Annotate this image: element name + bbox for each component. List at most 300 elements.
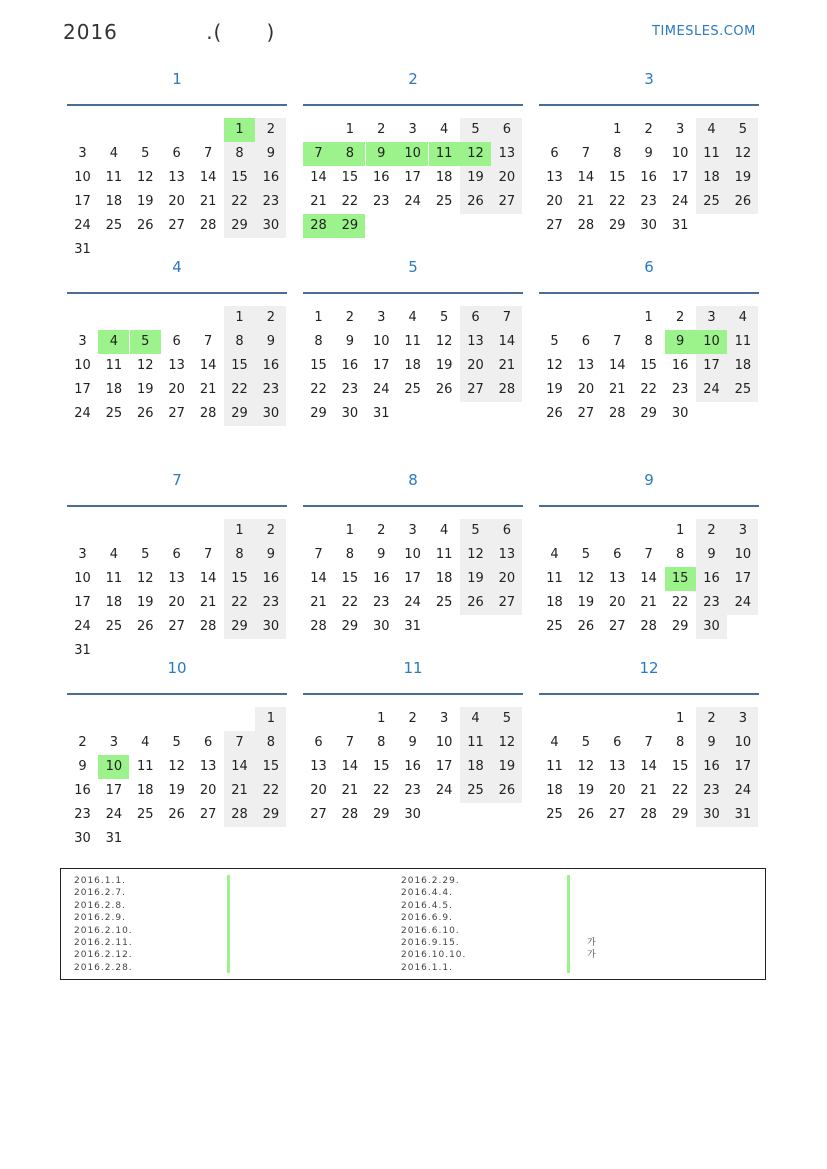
day-cell: 21 bbox=[609, 382, 626, 397]
day-cell: 15 bbox=[341, 170, 359, 185]
day-cell: 8 bbox=[675, 547, 685, 562]
legend-right-marker bbox=[567, 875, 570, 973]
holiday-day-cell: 1 bbox=[224, 118, 255, 142]
day-cell: 11 bbox=[137, 759, 154, 774]
day-cell: 19 bbox=[137, 194, 154, 209]
day-cell: 7 bbox=[581, 146, 591, 161]
day-cell: 14 bbox=[577, 170, 595, 185]
day-cell: 15 bbox=[640, 358, 657, 373]
day-cell: 8 bbox=[613, 146, 622, 161]
day-cell: 25 bbox=[105, 406, 123, 421]
day-cell: 8 bbox=[377, 735, 386, 750]
day-cell: 14 bbox=[199, 571, 217, 586]
day-cell: 5 bbox=[141, 146, 150, 161]
day-cell: 31 bbox=[373, 406, 390, 421]
day-cell: 14 bbox=[341, 759, 359, 774]
day-cell: 28 bbox=[609, 406, 626, 421]
day-cell: 23 bbox=[373, 194, 390, 209]
legend-date: 2016.2.11. bbox=[74, 937, 133, 948]
day-cell: 24 bbox=[671, 194, 689, 209]
holiday-day-cell: 8 bbox=[334, 142, 365, 166]
day-cell: 6 bbox=[491, 519, 522, 543]
legend-date: 2016.1.1. bbox=[74, 876, 126, 886]
day-cell: 16 bbox=[373, 571, 390, 586]
day-cell: 31 bbox=[105, 831, 123, 846]
month-rule bbox=[539, 104, 759, 106]
day-cell: 14 bbox=[640, 571, 657, 586]
day-cell: 23 bbox=[74, 807, 91, 822]
month-name: 4 bbox=[172, 258, 182, 276]
day-cell: 17 bbox=[404, 571, 421, 586]
day-cell: 12 bbox=[577, 759, 595, 774]
holiday-legend bbox=[60, 868, 766, 980]
day-cell: 17 bbox=[74, 382, 91, 397]
day-cell: 14 bbox=[609, 358, 626, 373]
day-cell: 29 bbox=[224, 214, 255, 238]
day-cell: 31 bbox=[404, 619, 421, 634]
day-cell: 28 bbox=[341, 807, 359, 822]
day-cell: 12 bbox=[137, 571, 154, 586]
day-cell: 30 bbox=[640, 218, 657, 233]
day-cell: 25 bbox=[404, 382, 421, 397]
day-cell: 17 bbox=[404, 170, 421, 185]
legend-date: 2016.2.10. bbox=[74, 925, 133, 936]
legend-date: 2016.2.28. bbox=[74, 962, 133, 973]
holiday-day-cell: 9 bbox=[665, 330, 696, 354]
day-cell: 21 bbox=[199, 382, 217, 397]
day-cell: 29 bbox=[341, 619, 359, 634]
day-cell: 8 bbox=[675, 735, 685, 750]
day-cell: 25 bbox=[105, 218, 123, 233]
day-cell: 6 bbox=[203, 735, 213, 750]
day-cell: 17 bbox=[74, 595, 91, 610]
day-cell: 9 bbox=[644, 146, 653, 161]
day-cell: 11 bbox=[105, 571, 123, 586]
day-cell: 22 bbox=[671, 595, 689, 610]
day-cell: 14 bbox=[310, 571, 327, 586]
day-cell: 3 bbox=[408, 523, 417, 538]
legend-date: 2016.9.15. bbox=[401, 937, 460, 948]
day-cell: 22 bbox=[640, 382, 657, 397]
day-cell: 22 bbox=[341, 595, 359, 610]
day-cell: 25 bbox=[137, 807, 154, 822]
day-cell: 6 bbox=[460, 306, 491, 330]
legend-date: 2016.2.12. bbox=[74, 950, 133, 961]
day-cell: 31 bbox=[671, 218, 689, 233]
day-cell: 17 bbox=[671, 170, 689, 185]
legend-right-column bbox=[401, 875, 466, 974]
day-cell: 7 bbox=[203, 334, 213, 349]
day-cell: 26 bbox=[460, 190, 491, 214]
day-cell: 18 bbox=[460, 755, 491, 779]
day-cell: 30 bbox=[255, 615, 286, 639]
month-rule bbox=[539, 693, 759, 695]
day-cell: 29 bbox=[255, 803, 286, 827]
day-cell: 27 bbox=[609, 807, 626, 822]
day-cell: 10 bbox=[74, 358, 91, 373]
month-name: 2 bbox=[408, 70, 418, 88]
day-cell: 3 bbox=[696, 306, 727, 330]
day-cell: 20 bbox=[546, 194, 563, 209]
month-rule bbox=[303, 693, 523, 695]
day-cell: 30 bbox=[671, 406, 689, 421]
day-cell: 17 bbox=[696, 354, 727, 378]
day-cell: 26 bbox=[137, 218, 154, 233]
month-name: 3 bbox=[644, 70, 654, 88]
day-cell: 25 bbox=[105, 619, 123, 634]
day-cell: 24 bbox=[727, 591, 758, 615]
day-cell: 13 bbox=[199, 759, 217, 774]
day-cell: 13 bbox=[168, 170, 185, 185]
legend-date: 2016.2.8. bbox=[74, 900, 126, 911]
legend-date: 2016.10.10. bbox=[401, 950, 467, 961]
day-cell: 29 bbox=[671, 619, 689, 634]
day-cell: 10 bbox=[727, 731, 758, 755]
day-cell: 23 bbox=[255, 378, 286, 402]
day-cell: 16 bbox=[255, 166, 286, 190]
day-cell: 7 bbox=[644, 735, 653, 750]
day-cell: 20 bbox=[199, 783, 217, 798]
legend-date: 2016.4.5. bbox=[401, 900, 453, 911]
day-cell: 8 bbox=[224, 142, 255, 166]
legend-date: 2016.1.1. bbox=[401, 962, 453, 973]
day-cell: 13 bbox=[609, 759, 626, 774]
day-cell: 28 bbox=[577, 218, 595, 233]
day-cell: 24 bbox=[74, 619, 91, 634]
day-cell: 10 bbox=[727, 543, 758, 567]
day-cell: 19 bbox=[577, 595, 595, 610]
day-cell: 30 bbox=[255, 402, 286, 426]
day-cell: 2 bbox=[255, 118, 286, 142]
month-name: 8 bbox=[408, 471, 418, 489]
day-cell: 1 bbox=[613, 122, 622, 137]
day-cell: 29 bbox=[640, 406, 657, 421]
day-cell: 7 bbox=[203, 146, 213, 161]
day-cell: 2 bbox=[255, 519, 286, 543]
day-cell: 9 bbox=[696, 731, 727, 755]
day-cell: 16 bbox=[341, 358, 359, 373]
day-cell: 19 bbox=[577, 783, 595, 798]
day-cell: 16 bbox=[373, 170, 390, 185]
day-cell: 17 bbox=[74, 194, 91, 209]
day-cell: 17 bbox=[105, 783, 123, 798]
day-cell: 23 bbox=[255, 190, 286, 214]
day-cell: 29 bbox=[671, 807, 689, 822]
day-cell: 1 bbox=[377, 711, 386, 726]
day-cell: 27 bbox=[491, 190, 522, 214]
day-cell: 4 bbox=[109, 146, 119, 161]
day-cell: 31 bbox=[74, 242, 91, 257]
day-cell: 12 bbox=[727, 142, 758, 166]
day-cell: 8 bbox=[224, 543, 255, 567]
day-cell: 22 bbox=[341, 194, 359, 209]
day-cell: 5 bbox=[172, 735, 181, 750]
day-cell: 22 bbox=[310, 382, 327, 397]
day-cell: 15 bbox=[224, 166, 255, 190]
day-cell: 11 bbox=[696, 142, 727, 166]
day-cell: 1 bbox=[345, 122, 355, 137]
day-cell: 25 bbox=[727, 378, 758, 402]
day-cell: 9 bbox=[408, 735, 417, 750]
day-cell: 4 bbox=[408, 310, 417, 325]
day-cell: 26 bbox=[435, 382, 453, 397]
holiday-day-cell: 10 bbox=[397, 142, 428, 166]
holiday-day-cell: 4 bbox=[98, 330, 129, 354]
day-cell: 16 bbox=[255, 354, 286, 378]
day-cell: 18 bbox=[546, 783, 563, 798]
day-cell: 24 bbox=[74, 406, 91, 421]
day-cell: 26 bbox=[137, 619, 154, 634]
day-cell: 5 bbox=[141, 547, 150, 562]
day-cell: 15 bbox=[609, 170, 626, 185]
day-cell: 18 bbox=[105, 382, 123, 397]
day-cell: 31 bbox=[74, 643, 91, 658]
day-cell: 26 bbox=[577, 619, 595, 634]
day-cell: 29 bbox=[609, 218, 626, 233]
day-cell: 10 bbox=[404, 547, 421, 562]
day-cell: 1 bbox=[675, 523, 685, 538]
day-cell: 20 bbox=[609, 783, 626, 798]
month-name: 9 bbox=[644, 471, 654, 489]
day-cell: 12 bbox=[168, 759, 185, 774]
day-cell: 28 bbox=[310, 619, 327, 634]
day-cell: 24 bbox=[435, 783, 453, 798]
day-cell: 18 bbox=[435, 170, 453, 185]
day-cell: 11 bbox=[546, 571, 563, 586]
day-cell: 30 bbox=[696, 615, 727, 639]
day-cell: 18 bbox=[404, 358, 421, 373]
day-cell: 5 bbox=[727, 118, 758, 142]
day-cell: 27 bbox=[609, 619, 626, 634]
day-cell: 5 bbox=[460, 519, 491, 543]
day-cell: 26 bbox=[491, 779, 522, 803]
day-cell: 4 bbox=[141, 735, 150, 750]
day-cell: 28 bbox=[199, 406, 217, 421]
day-cell: 25 bbox=[460, 779, 491, 803]
day-cell: 10 bbox=[74, 170, 91, 185]
day-cell: 9 bbox=[255, 142, 286, 166]
day-cell: 6 bbox=[550, 146, 559, 161]
legend-date: 2016.2.7. bbox=[74, 888, 126, 899]
day-cell: 14 bbox=[199, 358, 217, 373]
day-cell: 5 bbox=[439, 310, 449, 325]
day-cell: 20 bbox=[460, 354, 491, 378]
day-cell: 23 bbox=[404, 783, 421, 798]
day-cell: 28 bbox=[640, 619, 657, 634]
day-cell: 28 bbox=[199, 619, 217, 634]
day-cell: 11 bbox=[546, 759, 563, 774]
day-cell: 13 bbox=[310, 759, 327, 774]
day-cell: 11 bbox=[404, 334, 421, 349]
day-cell: 18 bbox=[727, 354, 758, 378]
day-cell: 27 bbox=[310, 807, 327, 822]
day-cell: 23 bbox=[671, 382, 689, 397]
day-cell: 19 bbox=[460, 166, 491, 190]
day-cell: 22 bbox=[224, 190, 255, 214]
month-rule bbox=[303, 292, 523, 294]
day-cell: 3 bbox=[78, 547, 87, 562]
day-cell: 3 bbox=[408, 122, 417, 137]
day-cell: 25 bbox=[546, 619, 563, 634]
day-cell: 7 bbox=[203, 547, 213, 562]
holiday-day-cell: 29 bbox=[334, 214, 365, 238]
day-cell: 18 bbox=[105, 194, 123, 209]
day-cell: 20 bbox=[491, 166, 522, 190]
day-cell: 2 bbox=[675, 310, 685, 325]
day-cell: 11 bbox=[727, 330, 758, 354]
day-cell: 26 bbox=[460, 591, 491, 615]
day-cell: 27 bbox=[577, 406, 595, 421]
day-cell: 23 bbox=[373, 595, 390, 610]
day-cell: 27 bbox=[491, 591, 522, 615]
day-cell: 14 bbox=[199, 170, 217, 185]
day-cell: 9 bbox=[255, 543, 286, 567]
day-cell: 11 bbox=[105, 358, 123, 373]
legend-date: 2016.4.4. bbox=[401, 888, 453, 899]
day-cell: 3 bbox=[78, 146, 87, 161]
day-cell: 12 bbox=[577, 571, 595, 586]
day-cell: 25 bbox=[435, 595, 453, 610]
day-cell: 30 bbox=[696, 803, 727, 827]
day-cell: 21 bbox=[640, 595, 657, 610]
day-cell: 9 bbox=[696, 543, 727, 567]
day-cell: 11 bbox=[105, 170, 123, 185]
day-cell: 21 bbox=[640, 783, 657, 798]
day-cell: 16 bbox=[696, 755, 727, 779]
day-cell: 24 bbox=[404, 194, 421, 209]
day-cell: 20 bbox=[168, 194, 185, 209]
day-cell: 28 bbox=[199, 218, 217, 233]
day-cell: 28 bbox=[491, 378, 522, 402]
day-cell: 26 bbox=[168, 807, 185, 822]
day-cell: 25 bbox=[435, 194, 453, 209]
day-cell: 9 bbox=[255, 330, 286, 354]
day-cell: 27 bbox=[546, 218, 563, 233]
day-cell: 3 bbox=[727, 707, 758, 731]
day-cell: 20 bbox=[310, 783, 327, 798]
day-cell: 12 bbox=[546, 358, 563, 373]
day-cell: 4 bbox=[460, 707, 491, 731]
day-cell: 24 bbox=[105, 807, 123, 822]
legend-date: 2016.2.9. bbox=[74, 913, 126, 924]
day-cell: 19 bbox=[137, 595, 154, 610]
day-cell: 14 bbox=[310, 170, 327, 185]
month-rule bbox=[67, 104, 287, 106]
day-cell: 6 bbox=[314, 735, 323, 750]
day-cell: 25 bbox=[696, 190, 727, 214]
day-cell: 30 bbox=[74, 831, 91, 846]
month-rule bbox=[67, 505, 287, 507]
day-cell: 23 bbox=[341, 382, 359, 397]
holiday-day-cell: 15 bbox=[665, 567, 696, 591]
day-cell: 6 bbox=[613, 547, 622, 562]
day-cell: 7 bbox=[644, 547, 653, 562]
day-cell: 27 bbox=[199, 807, 217, 822]
day-cell: 27 bbox=[168, 218, 185, 233]
day-cell: 1 bbox=[255, 707, 286, 731]
day-cell: 1 bbox=[345, 523, 355, 538]
holiday-day-cell: 28 bbox=[303, 214, 334, 238]
day-cell: 10 bbox=[74, 571, 91, 586]
holiday-day-cell: 12 bbox=[460, 142, 491, 166]
day-cell: 22 bbox=[671, 783, 689, 798]
day-cell: 24 bbox=[74, 218, 91, 233]
day-cell: 22 bbox=[224, 591, 255, 615]
day-cell: 8 bbox=[314, 334, 323, 349]
day-cell: 26 bbox=[727, 190, 758, 214]
holiday-day-cell: 10 bbox=[696, 330, 727, 354]
day-cell: 21 bbox=[199, 194, 217, 209]
day-cell: 7 bbox=[224, 731, 255, 755]
day-cell: 9 bbox=[345, 334, 355, 349]
day-cell: 3 bbox=[78, 334, 87, 349]
day-cell: 11 bbox=[460, 731, 491, 755]
day-cell: 22 bbox=[609, 194, 626, 209]
day-cell: 19 bbox=[546, 382, 563, 397]
day-cell: 6 bbox=[172, 334, 181, 349]
day-cell: 7 bbox=[491, 306, 522, 330]
day-cell: 3 bbox=[109, 735, 119, 750]
day-cell: 23 bbox=[696, 591, 727, 615]
day-cell: 16 bbox=[696, 567, 727, 591]
day-cell: 26 bbox=[546, 406, 563, 421]
day-cell: 4 bbox=[696, 118, 727, 142]
day-cell: 8 bbox=[255, 731, 286, 755]
legend-date: 2016.6.9. bbox=[401, 913, 453, 924]
day-cell: 2 bbox=[696, 519, 727, 543]
day-cell: 12 bbox=[435, 334, 453, 349]
day-cell: 7 bbox=[345, 735, 355, 750]
day-cell: 4 bbox=[439, 523, 449, 538]
day-cell: 30 bbox=[404, 807, 421, 822]
day-cell: 13 bbox=[577, 358, 595, 373]
day-cell: 13 bbox=[491, 142, 522, 166]
day-cell: 10 bbox=[435, 735, 453, 750]
month-name: 1 bbox=[172, 70, 182, 88]
day-cell: 13 bbox=[168, 358, 185, 373]
day-cell: 24 bbox=[373, 382, 390, 397]
day-cell: 5 bbox=[460, 118, 491, 142]
day-cell: 14 bbox=[224, 755, 255, 779]
holiday-day-cell: 11 bbox=[429, 142, 460, 166]
day-cell: 8 bbox=[224, 330, 255, 354]
month-name: 5 bbox=[408, 258, 418, 276]
day-cell: 14 bbox=[640, 759, 657, 774]
day-cell: 21 bbox=[491, 354, 522, 378]
day-cell: 28 bbox=[640, 807, 657, 822]
day-cell: 5 bbox=[491, 707, 522, 731]
day-cell: 13 bbox=[609, 571, 626, 586]
day-cell: 1 bbox=[224, 519, 255, 543]
month-name: 7 bbox=[172, 471, 182, 489]
day-cell: 1 bbox=[224, 306, 255, 330]
day-cell: 7 bbox=[613, 334, 622, 349]
day-cell: 2 bbox=[345, 310, 355, 325]
day-cell: 19 bbox=[727, 166, 758, 190]
day-cell: 20 bbox=[577, 382, 595, 397]
day-cell: 5 bbox=[581, 735, 591, 750]
day-cell: 8 bbox=[644, 334, 653, 349]
day-cell: 21 bbox=[341, 783, 359, 798]
month-rule bbox=[539, 292, 759, 294]
legend-left-column bbox=[74, 875, 133, 974]
day-cell: 23 bbox=[640, 194, 657, 209]
day-cell: 7 bbox=[314, 547, 323, 562]
day-cell: 11 bbox=[435, 547, 453, 562]
legend-date: 2016.2.29. bbox=[401, 876, 460, 886]
day-cell: 27 bbox=[168, 619, 185, 634]
day-cell: 6 bbox=[581, 334, 591, 349]
